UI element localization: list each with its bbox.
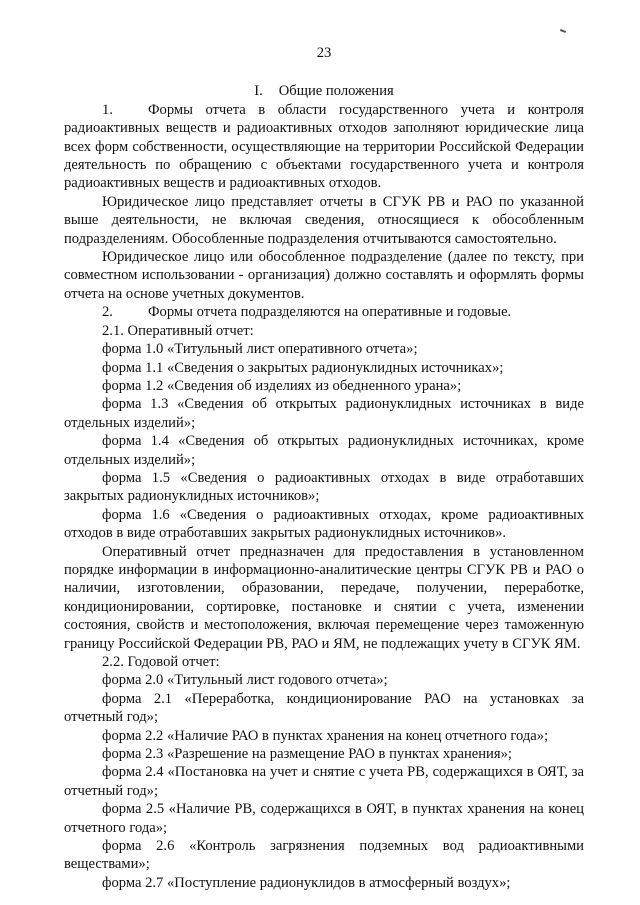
- paragraph: [64, 432, 584, 469]
- paragraph: [64, 303, 584, 321]
- paragraph-text: форма 1.1 «Сведения о закрытых радионуклидных источниках»;: [102, 359, 504, 376]
- paragraph: [64, 874, 584, 892]
- paragraph-text: форма 2.2 «Наличие РАО в пунктах хранения на конец отчетного года»;: [102, 727, 549, 744]
- paragraph-text: форма 1.2 «Сведения об изделиях из обедненного урана»;: [102, 377, 462, 394]
- paragraph: [64, 543, 584, 653]
- paragraph: [64, 193, 584, 248]
- paragraph-text: Юридическое лицо представляет отчеты в СГУК РВ и РАО по указанной выше деятельности, не включая сведения, относящиеся к обособленным подразделениям. Обособленные подразделения отчитываются самостоятельно.: [64, 193, 584, 247]
- paragraph-text: форма 2.4 «Постановка на учет и снятие с учета РВ, содержащихся в ОЯТ, за отчетный год»;: [64, 764, 584, 799]
- paragraph-text: форма 2.1 «Переработка, кондиционирование РАО на установках за отчетный год»;: [64, 690, 584, 726]
- paragraph-text: форма 1.5 «Сведения о радиоактивных отходах в виде отработавших закрытых радионуклидных источников»;: [64, 469, 584, 505]
- section-heading: [64, 82, 584, 100]
- paragraph-text: форма 1.4 «Сведения об открытых радионуклидных источниках, кроме отдельных изделий»;: [64, 433, 584, 468]
- paragraph: [64, 671, 584, 689]
- paragraph-text: Юридическое лицо или обособленное подразделение (далее по тексту, при совместном использовании - организация) должно составлять и оформлять формы отчета на основе учетных документов.: [64, 249, 584, 302]
- paragraph: [64, 690, 584, 727]
- paragraph: [64, 377, 584, 395]
- paragraph-text: форма 2.0 «Титульный лист годового отчета»;: [102, 672, 388, 689]
- paragraph-text: Формы отчета в области государственного учета и контроля радиоактивных веществ и радиоактивных отходов заполняют юридические лица всех форм собственности, осуществляющие на территории Российской Федерации деятельность по обращению с объектами государственного учета и контроля радиоактивных веществ и радиоактивных отходов.: [64, 101, 584, 192]
- section-number: I.: [254, 83, 263, 100]
- paragraph: [64, 837, 584, 874]
- document-body: [64, 101, 584, 892]
- paragraph: [64, 359, 584, 377]
- paragraph-text: форма 2.3 «Разрешение на размещение РАО в пунктах хранения»;: [102, 746, 512, 763]
- paragraph-text: Оперативный отчет предназначен для предоставления в установленном порядке информации в информационно-аналитические центры СГУК РВ и РАО о наличии, изготовлении, образовании, передаче, получении, переработке, кондиционировании, сортировке, постановке и снятии с учета, изменении состояния, свойств и местоположения, включая перемещение через таможенную границу Российской Федерации РВ, РАО и ЯМ, не подлежащих учету в СГУК ЯМ.: [64, 543, 584, 652]
- section-title: Общие положения: [278, 83, 394, 100]
- paragraph-text: Формы отчета подразделяются на оперативные и годовые.: [148, 304, 512, 321]
- paragraph: [64, 727, 584, 745]
- paragraph: [64, 101, 584, 193]
- paragraph-text: форма 1.0 «Титульный лист оперативного отчета»;: [102, 341, 418, 358]
- paragraph: [64, 395, 584, 432]
- paragraph-text: форма 2.7 «Поступление радионуклидов в атмосферный воздух»;: [102, 874, 511, 891]
- paragraph-text: форма 1.3 «Сведения об открытых радионуклидных источниках в виде отдельных изделий»;: [64, 396, 584, 431]
- paragraph: [64, 745, 584, 763]
- document-page: [64, 44, 584, 892]
- paragraph-text: 2.2. Годовой отчет:: [102, 654, 220, 670]
- paragraph-text: форма 2.6 «Контроль загрязнения подземных вод радиоактивными веществами»;: [64, 838, 584, 873]
- paragraph: [64, 322, 584, 340]
- paragraph: [64, 653, 584, 671]
- paragraph-text: 2.1. Оперативный отчет:: [102, 322, 254, 339]
- paragraph: [64, 763, 584, 800]
- paragraph: [64, 469, 584, 506]
- paragraph: [64, 248, 584, 303]
- paragraph-number: 2.: [102, 304, 113, 321]
- paragraph: [64, 506, 584, 543]
- paragraph-number: 1.: [102, 101, 113, 118]
- paragraph-text: форма 2.5 «Наличие РВ, содержащихся в ОЯТ, в пунктах хранения на конец отчетного года»;: [64, 801, 584, 836]
- paragraph: [64, 340, 584, 358]
- scan-artifact: [560, 29, 566, 33]
- page-number: 23: [316, 45, 332, 61]
- paragraph-text: форма 1.6 «Сведения о радиоактивных отходах, кроме радиоактивных отходов в виде отработавших закрытых радионуклидных источников».: [64, 506, 584, 542]
- paragraph: [64, 800, 584, 837]
